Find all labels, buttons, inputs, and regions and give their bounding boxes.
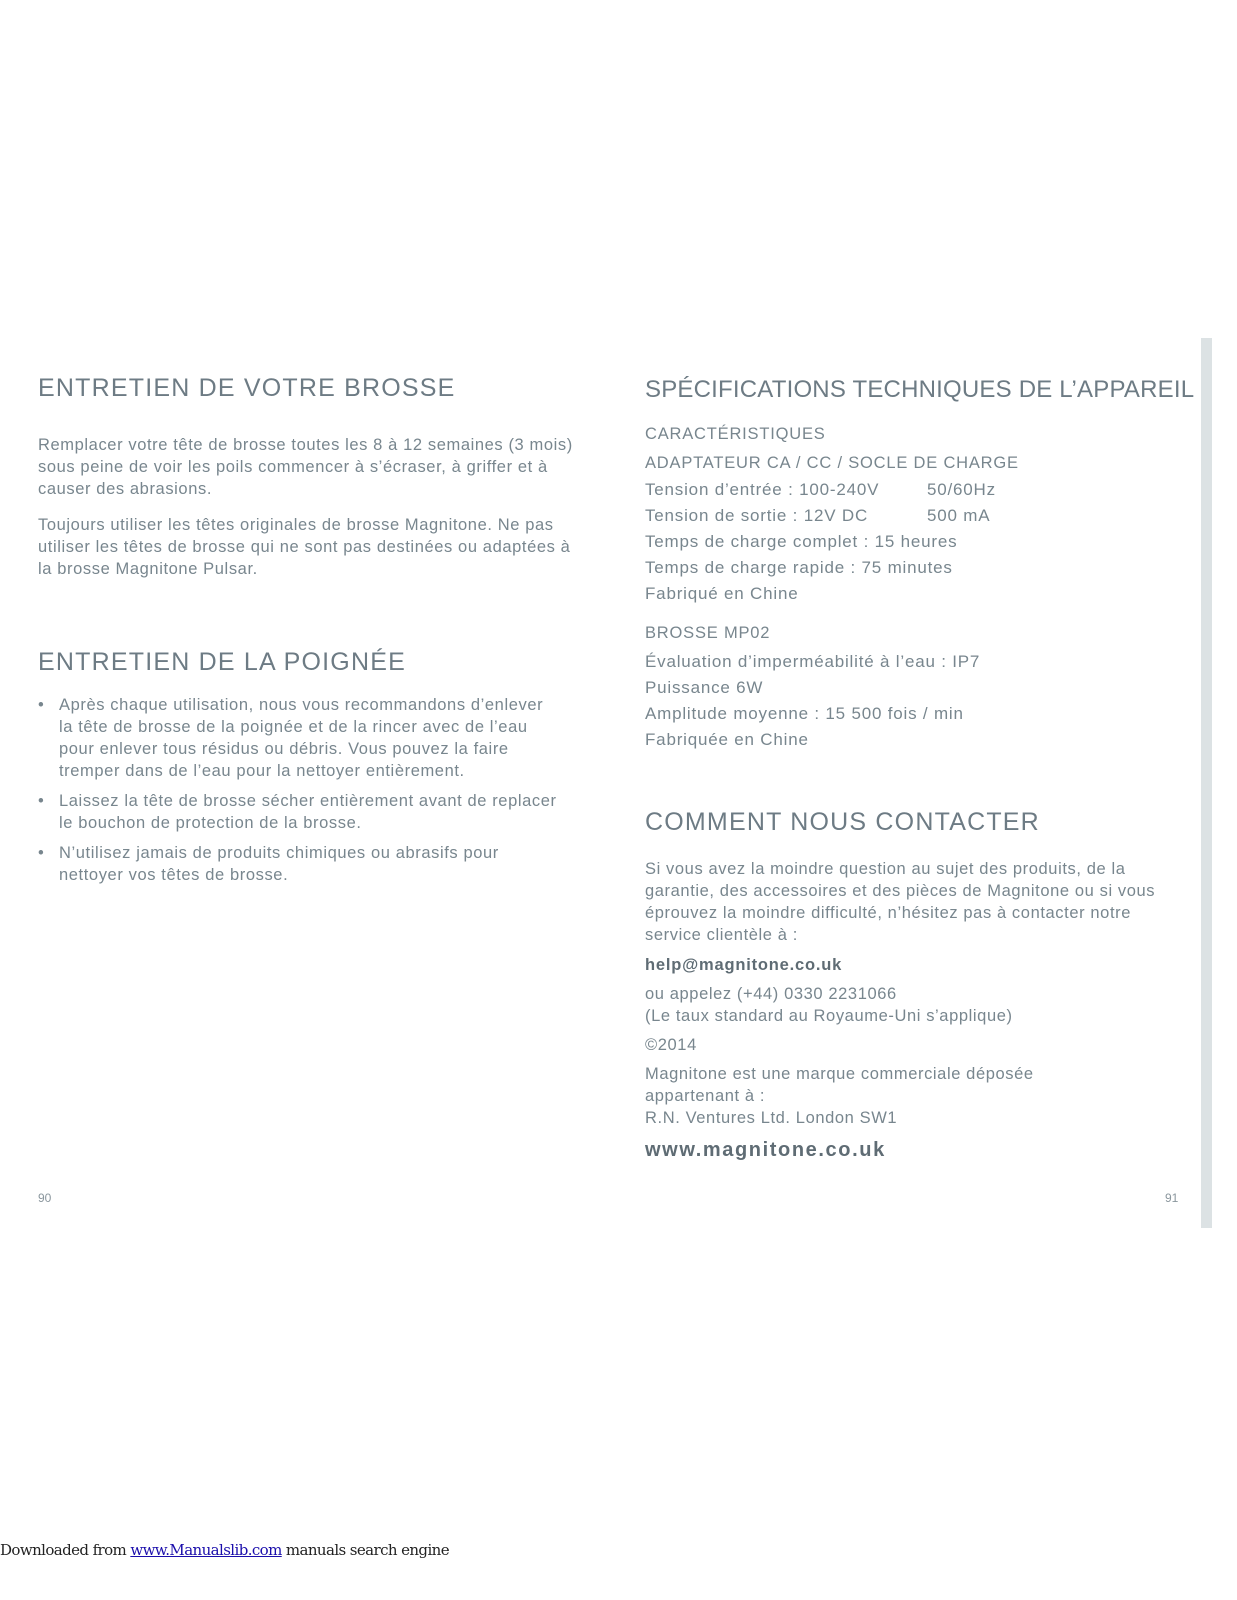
section-title-specs: SPÉCIFICATIONS TECHNIQUES DE L’APPAREIL <box>645 376 1195 403</box>
manualslib-link[interactable]: www.Manualslib.com <box>130 1541 282 1559</box>
page-edge-bar <box>1201 338 1212 1228</box>
brush-care-paragraph-1: Remplacer votre tête de brosse toutes les 8 à 12 semaines (3 mois) sous peine de voir les poils commencer à s’écraser, à griffer et à causer des abrasions. <box>38 436 573 498</box>
left-page <box>38 374 598 580</box>
handle-care-list <box>38 694 558 886</box>
spec-row: Amplitude moyenne : 15 500 fois / min <box>645 704 964 723</box>
adapter-spec-list <box>645 477 1190 607</box>
contact-rate-note: (Le taux standard au Royaume-Uni s’applique) <box>645 1007 1013 1025</box>
section-title-brush-care: ENTRETIEN DE VOTRE BROSSE <box>38 374 456 402</box>
spec-row: Tension de sortie : 12V DC 500 mA <box>645 506 991 525</box>
section-title-contact: COMMENT NOUS CONTACTER <box>645 808 1040 836</box>
company-address: R.N. Ventures Ltd. London SW1 <box>645 1109 898 1127</box>
list-item: • Après chaque utilisation, nous vous recommandons d’enlever la tête de brosse de la poignée et de la rincer avec de l’eau pour enlever tous résidus ou débris. Vous pouvez la faire tremper dans de l’eau pour la nettoyer entièrement. <box>38 696 544 780</box>
spec-row: Temps de charge complet : 15 heures <box>645 532 958 551</box>
website-link[interactable]: www.magnitone.co.uk <box>645 1139 886 1161</box>
list-item: • Laissez la tête de brosse sécher entièrement avant de replacer le bouchon de protection de la brosse. <box>38 792 557 832</box>
brush-spec-list <box>645 649 1190 753</box>
page-number-right: 91 <box>1165 1191 1179 1205</box>
list-item: • N’utilisez jamais de produits chimiques ou abrasifs pour nettoyer vos têtes de brosse. <box>38 844 499 884</box>
contact-phone: ou appelez (+44) 0330 2231066 <box>645 985 897 1003</box>
contact-intro: Si vous avez la moindre question au sujet des produits, de la garantie, des accessoires et des pièces de Magnitone ou si vous éprouvez la moindre difficulté, n’hésitez pas à contacter notre service clientèle à : <box>645 860 1156 944</box>
spec-row: Fabriqué en Chine <box>645 584 799 603</box>
footer-suffix: manuals search engine <box>281 1541 449 1559</box>
bullet-icon: • <box>38 792 45 810</box>
brush-care-paragraph-2: Toujours utiliser les têtes originales de brosse Magnitone. Ne pas utiliser les têtes de brosse qui ne sont pas destinées ou adaptées à la brosse Magnitone Pulsar. <box>38 516 571 578</box>
contact-email-link[interactable]: help@magnitone.co.uk <box>645 956 843 974</box>
spec-row: Temps de charge rapide : 75 minutes <box>645 558 953 577</box>
right-page <box>645 376 1195 753</box>
spec-row: Tension d’entrée : 100-240V 50/60Hz <box>645 480 996 499</box>
adapter-heading: ADAPTATEUR CA / CC / SOCLE DE CHARGE <box>645 454 1019 472</box>
page-number-left: 90 <box>38 1191 52 1205</box>
trademark-line-2: appartenant à : <box>645 1087 766 1105</box>
trademark-line-1: Magnitone est une marque commerciale déposée <box>645 1065 1034 1083</box>
download-footer <box>0 1541 449 1559</box>
spec-row: Évaluation d’imperméabilité à l’eau : IP7 <box>645 652 981 671</box>
contact-section <box>645 808 1185 1162</box>
bullet-icon: • <box>38 844 45 862</box>
footer-prefix: Downloaded from <box>0 1541 131 1559</box>
spec-row: Puissance 6W <box>645 678 764 697</box>
bullet-icon: • <box>38 696 45 714</box>
brush-heading: BROSSE MP02 <box>645 624 771 642</box>
copyright: ©2014 <box>645 1036 697 1054</box>
spec-row: Fabriquée en Chine <box>645 730 809 749</box>
handle-care-section <box>38 648 558 894</box>
section-title-handle-care: ENTRETIEN DE LA POIGNÉE <box>38 648 406 676</box>
specs-caracteristiques: CARACTÉRISTIQUES <box>645 425 826 443</box>
